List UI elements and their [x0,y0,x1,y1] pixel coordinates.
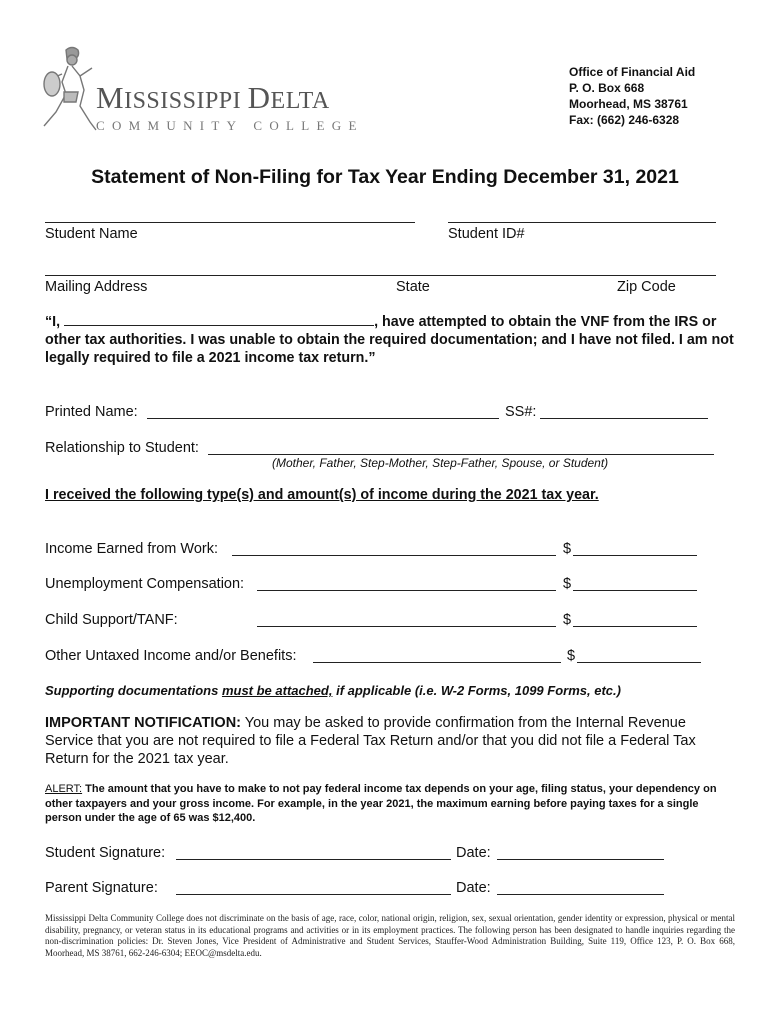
printed-name-label: Printed Name: [45,404,138,420]
student-signature-label: Student Signature: [45,845,166,861]
child-support-line[interactable] [257,626,556,627]
student-id-line[interactable] [448,222,716,223]
unemployment-label: Unemployment Compensation: [45,576,245,592]
mailing-address-label: Mailing Address [45,279,148,295]
unemployment-line[interactable] [257,590,556,591]
ss-line[interactable] [540,418,708,419]
non-discrimination-disclaimer: Mississippi Delta Community College does not discriminate on the basis of age, race, color, national origin, religion, sex, sexual orientation, gender identity or expression, physical or mental disability, pregnancy, or veteran status in its educational programs and activities or in its employment practices. The following person has been designated to handle inquiries regarding the non-discrimination policies: Dr. Steven Jones, Vice President of Administrative and Student Services, Stauffer-Wood Administration Building, Suite 119, Office 123, P. O. Box 668, Moorhead, MS 38761, 662-246-6304; EEOC@msdelta.edu. [45,913,735,958]
income-work-dollar: $ [563,541,572,557]
student-signature-line[interactable] [176,859,451,860]
student-name-label: Student Name [45,226,138,242]
mailing-address-line[interactable] [45,275,716,276]
child-support-dollar: $ [563,612,572,628]
relationship-hint: (Mother, Father, Step-Mother, Step-Father, Spouse, or Student) [272,456,609,470]
student-date-label: Date: [456,845,491,861]
parent-date-label: Date: [456,880,491,896]
office-address: Office of Financial Aid P. O. Box 668 Moorhead, MS 38761 Fax: (662) 246-6328 [569,65,696,127]
parent-signature-label: Parent Signature: [45,880,158,896]
declarant-name-blank[interactable] [64,312,374,326]
college-name: MISSISSIPPI DELTA [96,80,330,115]
unemployment-dollar: $ [563,576,572,592]
income-heading: I received the following type(s) and amount(s) of income during the 2021 tax year. [45,487,599,503]
printed-name-line[interactable] [147,418,499,419]
unemployment-amount-line[interactable] [573,590,697,591]
other-income-line[interactable] [313,662,561,663]
parent-date-line[interactable] [497,894,664,895]
supporting-docs-note: Supporting documentations must be attached, if applicable (i.e. W-2 Forms, 1099 Forms, etc.) [45,683,621,698]
child-support-amount-line[interactable] [573,626,697,627]
income-work-line[interactable] [232,555,556,556]
state-label: State [396,279,430,295]
parent-signature-line[interactable] [176,894,451,895]
important-notification: IMPORTANT NOTIFICATION: You may be asked to provide confirmation from the Internal Revenue Service that you are not required to file a Federal Tax Return and/or that you did not file a Federal Tax Return for the 2021 tax year. [45,715,696,767]
relationship-line[interactable] [208,454,714,455]
form-title: Statement of Non-Filing for Tax Year Ending December 31, 2021 [91,166,679,188]
non-filing-statement: “I, , have attempted to obtain the VNF from the IRS or other tax authorities. I was unable to obtain the required documentation; and I have not filed. I am not legally required to file a 2021 income tax return.” [45,314,734,366]
relationship-label: Relationship to Student: [45,440,199,456]
alert-note: ALERT: The amount that you have to make to not pay federal income tax depends on your age, filing status, your dependency on other taxpayers and your gross income. For example, in the year 2021, the maximum earning before paying taxes for a single person under the age of 65 was $12,400. [45,783,717,824]
student-id-label: Student ID# [448,226,525,242]
trojan-runner-icon [38,44,98,136]
ss-label: SS#: [505,404,537,420]
zip-code-label: Zip Code [617,279,676,295]
other-income-label: Other Untaxed Income and/or Benefits: [45,648,297,664]
child-support-label: Child Support/TANF: [45,612,178,628]
other-income-amount-line[interactable] [577,662,701,663]
student-date-line[interactable] [497,859,664,860]
college-subtitle: COMMUNITY COLLEGE [96,118,364,133]
college-logo [38,44,364,136]
other-income-dollar: $ [567,648,576,664]
income-work-amount-line[interactable] [573,555,697,556]
student-name-line[interactable] [45,222,415,223]
income-work-label: Income Earned from Work: [45,541,218,557]
